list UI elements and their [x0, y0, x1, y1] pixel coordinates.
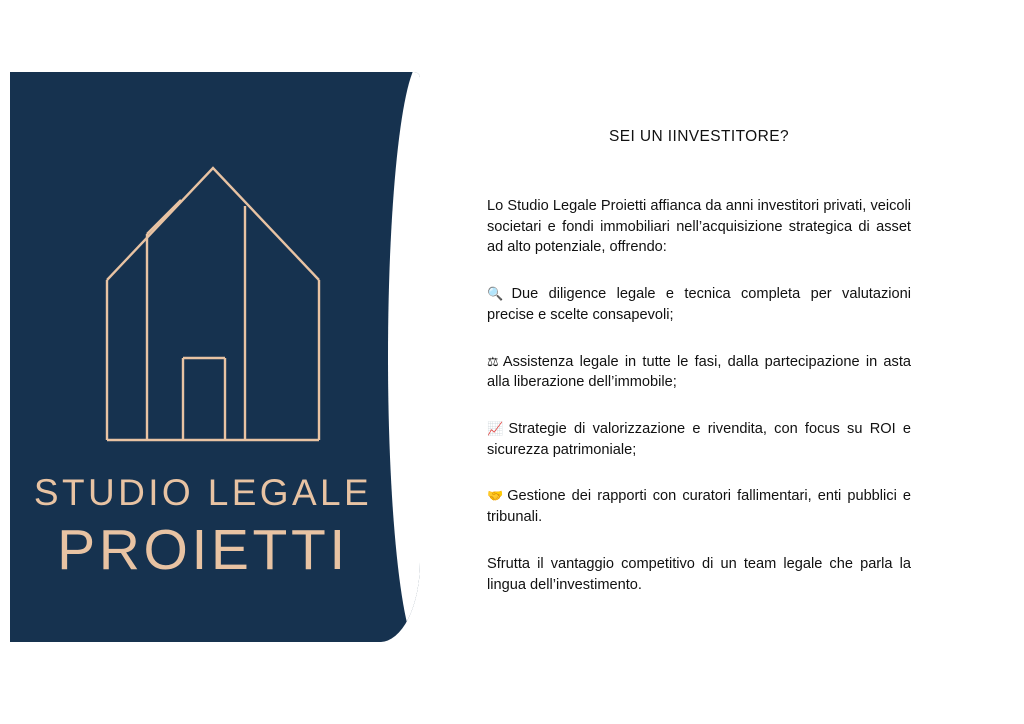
chart-increasing-icon: 📈: [487, 421, 507, 437]
bullet-text: Due diligence legale e tecnica completa per valutazioni precise e scelte consapevoli;: [487, 286, 911, 323]
house-outline-icon: [85, 110, 345, 460]
logo-line-studio-legale: STUDIO LEGALE: [33, 472, 373, 513]
bullet-text: Strategie di valorizzazione e rivendita, con focus su ROI e sicurezza patrimoniale;: [487, 421, 911, 458]
bullet-item: [487, 419, 911, 460]
bullet-text: Assistenza legale in tutte le fasi, dalla partecipazione in asta alla liberazione dell’immobile;: [487, 353, 912, 391]
bullet-item: [487, 284, 911, 325]
scales-of-justice-icon: ⚖: [487, 353, 501, 369]
logo-line-proietti: PROIETTI: [57, 517, 349, 582]
magnifier-icon: 🔍: [487, 286, 510, 302]
closing-paragraph: Sfrutta il vantaggio competitivo di un team legale che parla la lingua dell’investimento.: [487, 555, 911, 593]
intro-paragraph: Lo Studio Legale Proietti affianca da anni investitori privati, veicoli societari e fondi immobiliari nell’acquisizione strategica di asset ad alto potenziale, offrendo:: [487, 198, 911, 256]
bullet-item: [487, 486, 911, 527]
headline: SEI UN IINVESTITORE?: [609, 128, 789, 145]
content-column: [487, 128, 911, 595]
handshake-icon: 🤝: [487, 488, 506, 504]
logo-wordmark: [10, 472, 396, 582]
bullet-item: [487, 352, 911, 393]
bullet-text: Gestione dei rapporti con curatori fallimentari, enti pubblici e tribunali.: [487, 488, 912, 526]
house-outline-mark: [10, 110, 420, 470]
logo-panel: [10, 72, 420, 642]
